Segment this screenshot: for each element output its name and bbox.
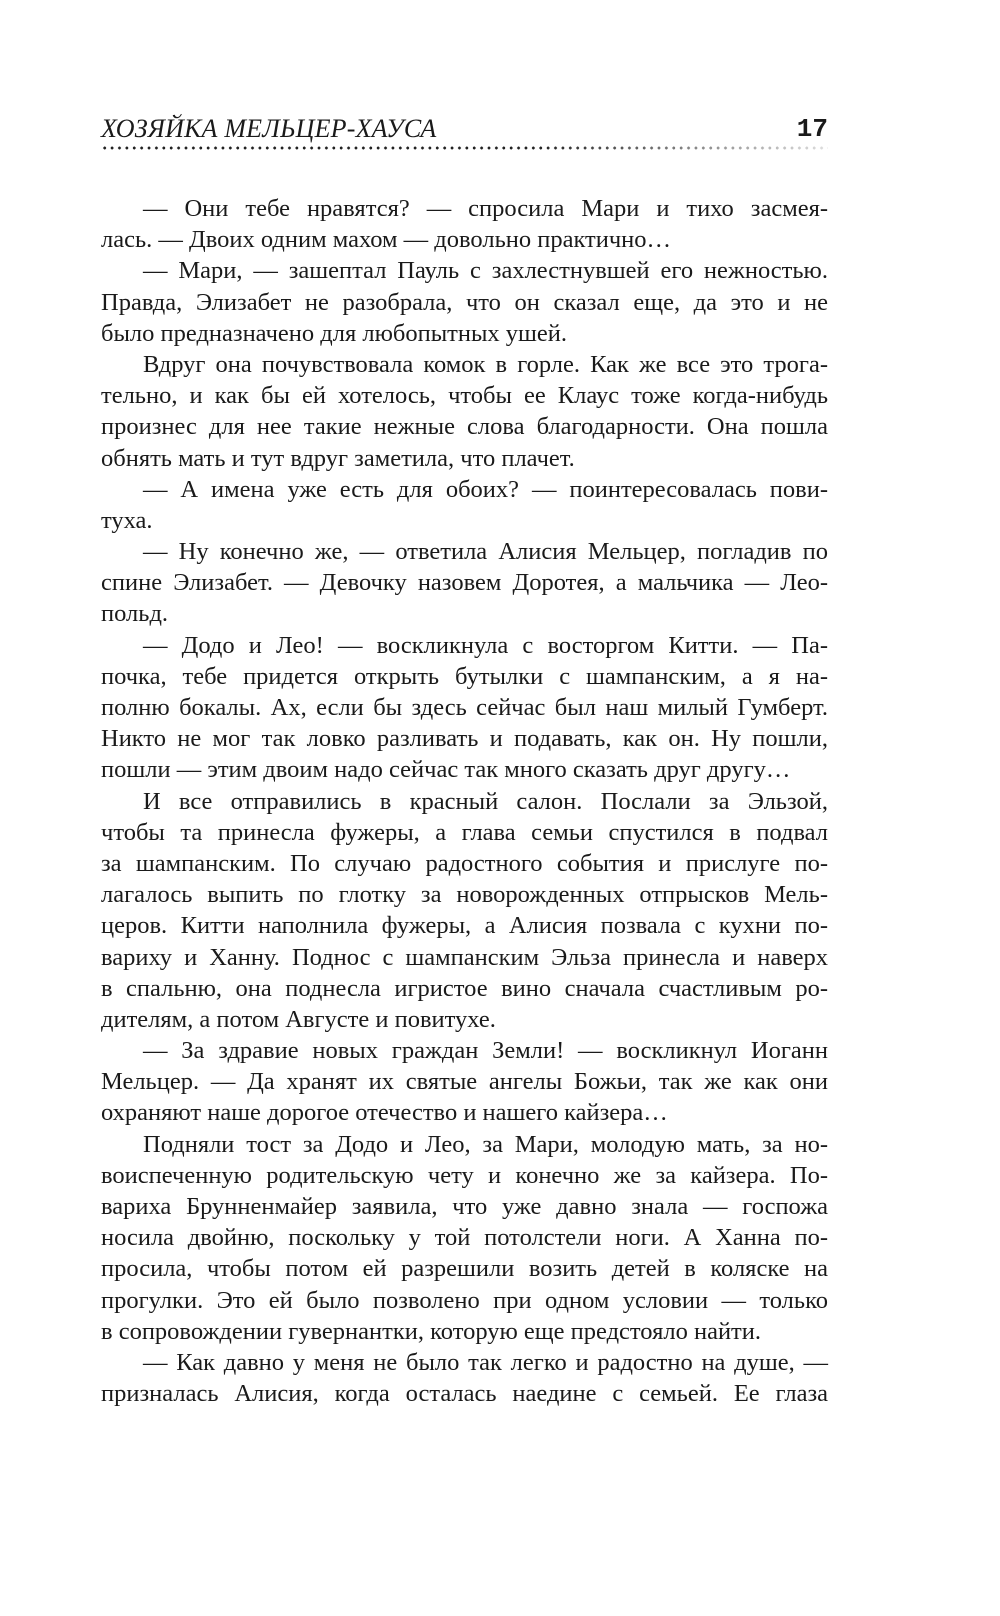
- text-line: носила двойню, поскольку у той потолстели ноги. А Ханна по-: [101, 1224, 828, 1252]
- text-line: — Додо и Лео! — воскликнула с восторгом Китти. — Па-: [143, 631, 828, 659]
- text-line: Подняли тост за Додо и Лео, за Мари, молодую мать, за но-: [143, 1130, 828, 1158]
- text-line: почка, тебе придется открыть бутылки с шампанским, а я на-: [101, 662, 828, 690]
- text-line: вариху и Ханну. Поднос с шампанским Эльза принесла и наверх: [101, 943, 828, 971]
- text-line: — Мари, — зашептал Пауль с захлестнувшей его нежностью.: [143, 257, 828, 285]
- text-line: Правда, Элизабет не разобрала, что он сказал еще, да это и не: [101, 288, 828, 316]
- text-line: чтобы та принесла фужеры, а глава семьи спустился в подвал: [101, 818, 828, 846]
- body-text: [101, 193, 828, 1409]
- text-line: И все отправились в красный салон. Послали за Эльзой,: [143, 787, 828, 815]
- text-line: охраняют наше дорогое отечество и нашего кайзера…: [101, 1099, 668, 1127]
- text-line: в спальню, она поднесла игристое вино сначала счастливым ро-: [101, 974, 828, 1002]
- text-line: Мельцер. — Да хранят их святые ангелы Божьи, так же как они: [101, 1068, 828, 1096]
- text-line: — Ну конечно же, — ответила Алисия Мельцер, погладив по: [143, 538, 828, 566]
- text-line: церов. Китти наполнила фужеры, а Алисия позвала с кухни по-: [101, 912, 828, 940]
- text-line: польд.: [101, 600, 169, 628]
- text-line: туха.: [101, 506, 153, 534]
- text-line: лась. — Двоих одним махом — довольно практично…: [101, 226, 672, 254]
- text-line: вариха Брунненмайер заявила, что уже давно знала — госпожа: [101, 1193, 828, 1220]
- text-line: спине Элизабет. — Девочку назовем Доротея, а мальчика — Лео-: [101, 569, 828, 597]
- text-line: — Как давно у меня не было так легко и радостно на душе, —: [143, 1348, 828, 1376]
- text-line: тельно, и как бы ей хотелось, чтобы ее Клаус тоже когда-нибудь: [101, 382, 828, 410]
- text-line: полню бокалы. Ах, если бы здесь сейчас был наш милый Гумберт.: [101, 694, 828, 721]
- dotted-rule-divider: [101, 146, 828, 150]
- text-line: воиспеченную родительскую чету и конечно же за кайзера. По-: [101, 1161, 828, 1189]
- text-line: пошли — этим двоим надо сейчас так много сказать друг другу…: [101, 756, 791, 784]
- text-line: — А имена уже есть для обоих? — поинтересовалась пови-: [143, 475, 828, 503]
- text-line: за шампанским. По случаю радостного события и прислуге по-: [101, 849, 828, 877]
- text-line: — Они тебе нравятся? — спросила Мари и тихо засмея-: [143, 195, 828, 222]
- text-line: Никто не мог так ловко разливать и подавать, как он. Ну пошли,: [101, 725, 828, 753]
- text-line: в сопровождении гувернантки, которую еще предстояло найти.: [101, 1317, 762, 1345]
- text-line: просила, чтобы потом ей разрешили возить детей в коляске на: [101, 1255, 828, 1283]
- text-line: призналась Алисия, когда осталась наедине с семьей. Ее глаза: [101, 1380, 828, 1408]
- text-line: прогулки. Это ей было позволено при одном условии — только: [101, 1286, 828, 1314]
- text-line: было предназначено для любопытных ушей.: [101, 319, 568, 347]
- text-line: обнять мать и тут вдруг заметила, что плачет.: [101, 444, 575, 472]
- text-line: лагалось выпить по глотку за новорожденных отпрысков Мель-: [101, 881, 828, 909]
- page-number: 17: [796, 114, 828, 144]
- running-title: ХОЗЯЙКА МЕЛЬЦЕР-ХАУСА: [101, 114, 437, 143]
- text-line: дителям, а потом Августе и повитухе.: [101, 1005, 496, 1033]
- text-line: Вдруг она почувствовала комок в горле. Как же все это трога-: [143, 350, 828, 378]
- text-line: — За здравие новых граждан Земли! — воскликнул Иоганн: [143, 1037, 828, 1065]
- text-line: произнес для нее такие нежные слова благодарности. Она пошла: [101, 413, 828, 441]
- running-head: [101, 114, 828, 150]
